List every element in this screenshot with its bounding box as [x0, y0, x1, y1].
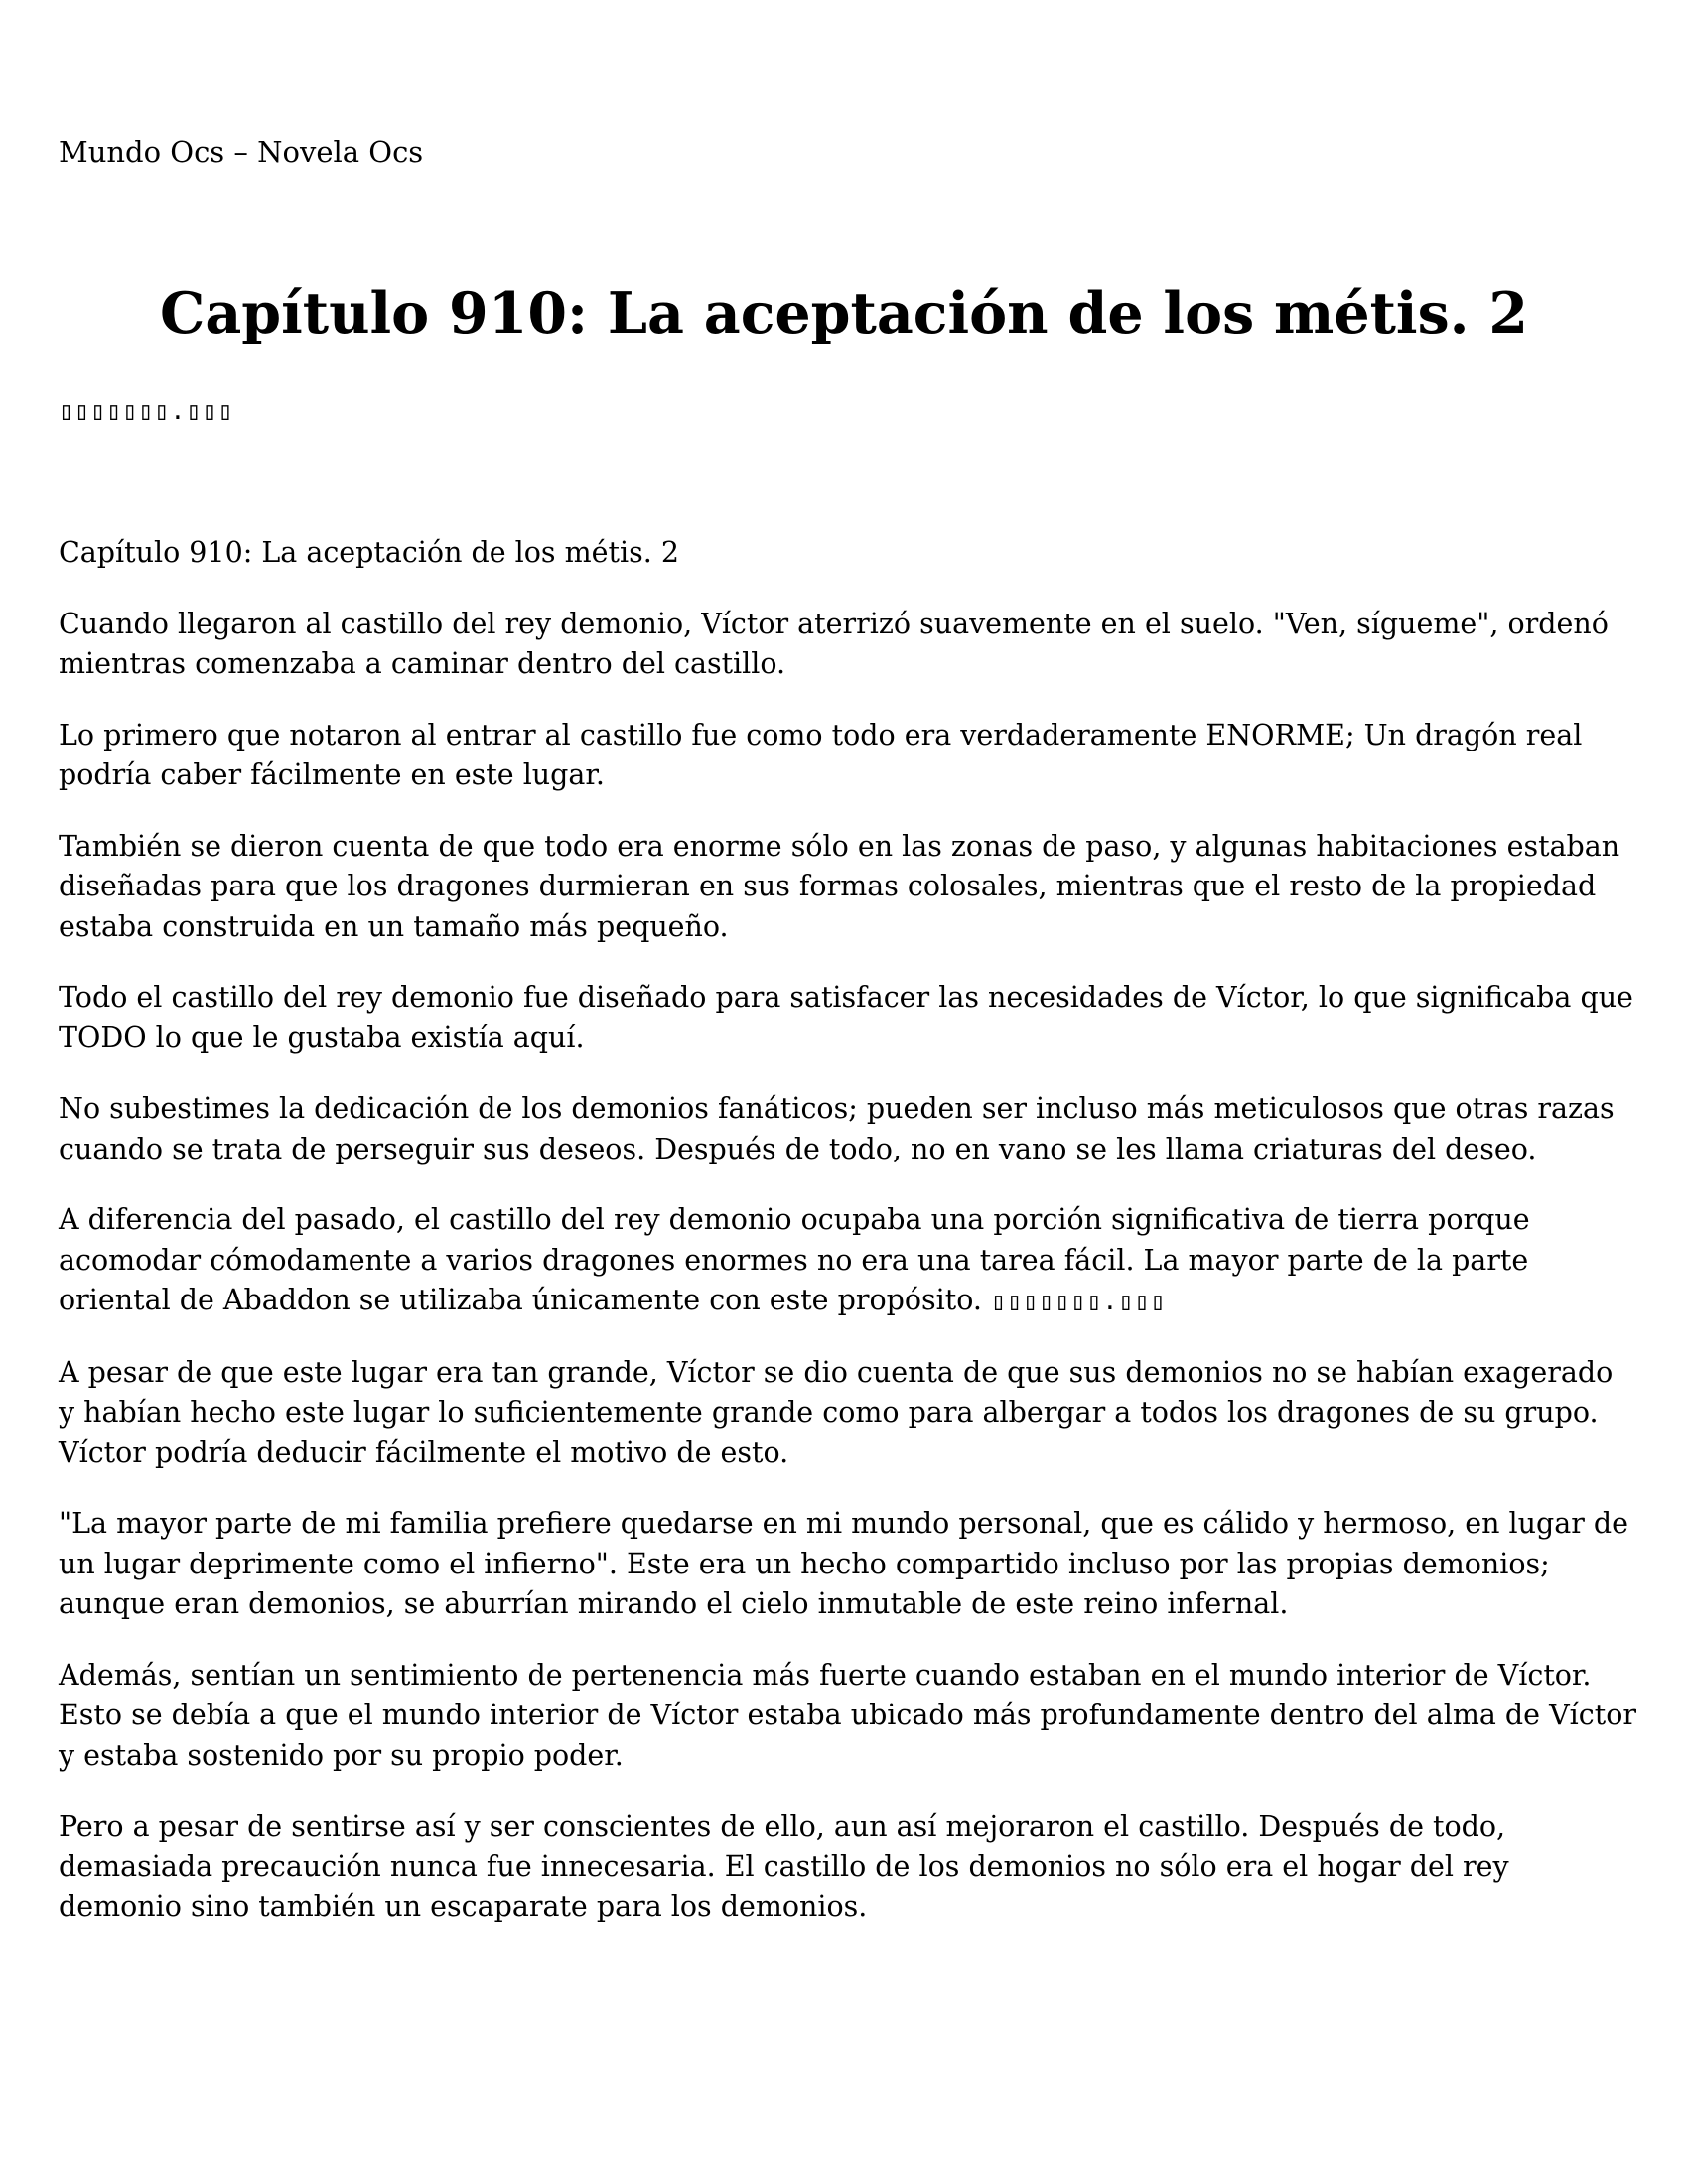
paragraph: Todo el castillo del rey demonio fue diseñado para satisfacer las necesidades de Víctor, lo que significaba que TODO lo que le gustaba existía aquí.: [59, 981, 1633, 1054]
paragraph: Capítulo 910: La aceptación de los métis. 2: [59, 536, 679, 569]
watermark-text: [59, 394, 234, 428]
paragraph: [59, 1200, 1637, 1322]
paragraph: No subestimes la dedicación de los demonios fanáticos; pueden ser incluso más meticulosos que otras razas cuando se trata de perseguir sus deseos. Después de todo, no en vano se les llama criaturas del deseo.: [59, 1092, 1615, 1165]
paragraph-text: A diferencia del pasado, el castillo del rey demonio ocupaba una porción significativa de tierra porque acomodar cómodamente a varios dragones enormes no era una tarea fácil. La mayor parte de la parte oriental de Abaddon se utilizaba únicamente con este propósito.: [59, 1203, 1530, 1316]
paragraph: Cuando llegaron al castillo del rey demonio, Víctor aterrizó suavemente en el suelo. "Ven, sígueme", ordenó mientras comenzaba a caminar dentro del castillo.: [59, 607, 1609, 680]
garbled-watermark: ▯▯▯▯▯▯▯.▯▯▯: [59, 396, 234, 425]
chapter-body: [59, 533, 1637, 1959]
paragraph: "La mayor parte de mi familia prefiere quedarse en mi mundo personal, que es cálido y hermoso, en lugar de un lugar deprimente como el infierno". Este era un hecho compartido incluso por las propias demonios; aunque eran demonios, se aburrían mirando el cielo inmutable de este reino infernal.: [59, 1507, 1629, 1620]
paragraph: A pesar de que este lugar era tan grande, Víctor se dio cuenta de que sus demonios no se habían exagerado y habían hecho este lugar lo suficientemente grande como para albergar a todos los dragones de su grupo. Víctor podría deducir fácilmente el motivo de esto.: [59, 1355, 1614, 1469]
paragraph: Lo primero que notaron al entrar al castillo fue como todo era verdaderamente ENORME; Un dragón real podría caber fácilmente en este lugar.: [59, 718, 1583, 791]
site-header: Mundo Ocs – Novela Ocs: [59, 135, 424, 169]
paragraph: Además, sentían un sentimiento de pertenencia más fuerte cuando estaban en el mundo interior de Víctor. Esto se debía a que el mundo interior de Víctor estaba ubicado más profundamente dentro del alma de Víctor y estaba sostenido por su propio poder.: [59, 1658, 1636, 1772]
chapter-title: Capítulo 910: La aceptación de los métis. 2: [159, 280, 1529, 346]
paragraph: También se dieron cuenta de que todo era enorme sólo en las zonas de paso, y algunas habitaciones estaban diseñadas para que los dragones durmieran en sus formas colosales, mientras que el resto de la propiedad estaba construida en un tamaño más pequeño.: [59, 829, 1620, 943]
paragraph: Pero a pesar de sentirse así y ser conscientes de ello, aun así mejoraron el castillo. Después de todo, demasiada precaución nunca fue innecesaria. El castillo de los demonios no sólo era el hogar del rey demonio sino también un escaparate para los demonios.: [59, 1810, 1509, 1923]
garbled-watermark: ▯▯▯▯▯▯▯.▯▯▯: [991, 1287, 1167, 1315]
